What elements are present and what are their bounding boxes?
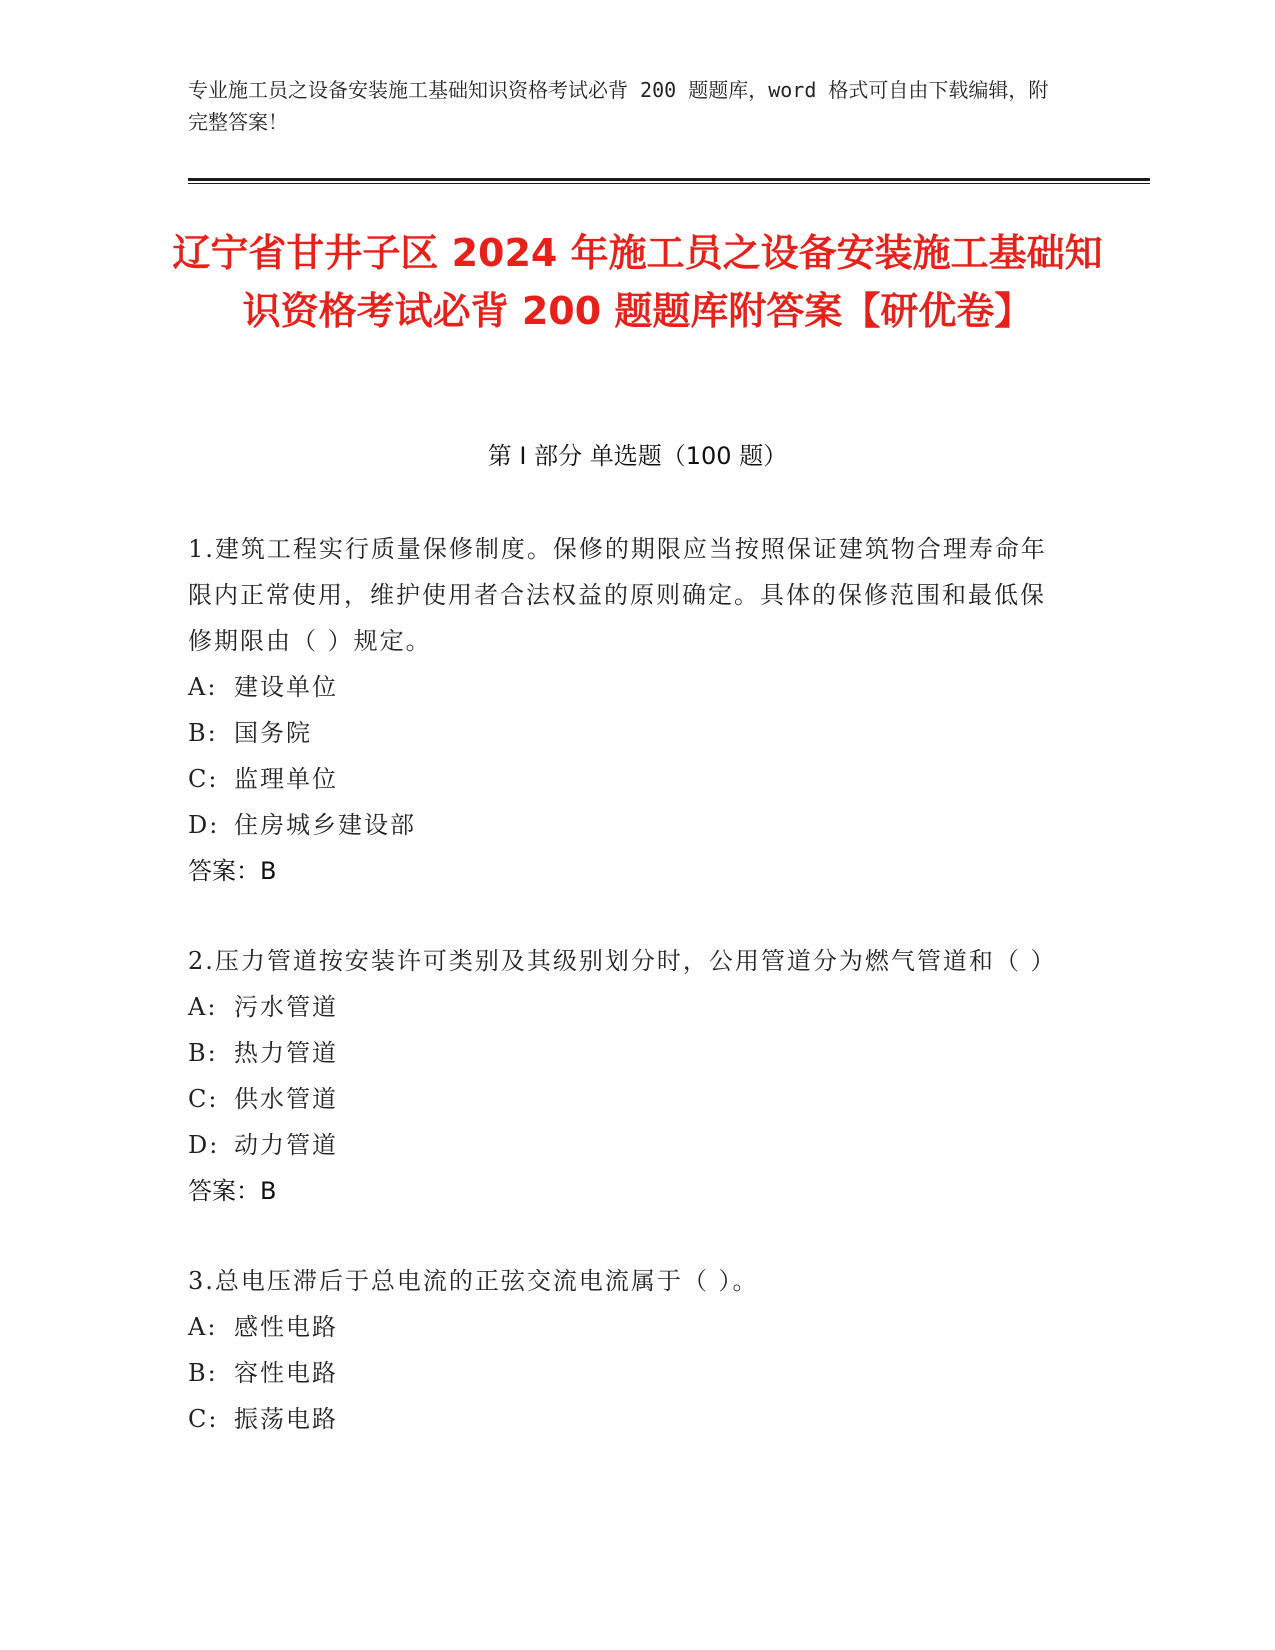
document-title: 辽宁省甘井子区 2024 年施工员之设备安装施工基础知识资格考试必背 200 题题库附答案【研优卷】 [172,231,1103,333]
option-c [188,756,1068,802]
option-key: A: [188,673,218,701]
option-d [188,802,1068,848]
option-text: 热力管道 [234,1039,338,1067]
option-key: B: [188,719,218,747]
option-c [188,1076,1068,1122]
option-key: D: [188,1131,220,1159]
option-text: 建设单位 [234,673,338,701]
option-a [188,664,1068,710]
question-text: 2.压力管道按安装许可类别及其级别划分时，公用管道分为燃气管道和（ ） [188,947,1057,975]
option-a [188,984,1068,1030]
option-text: 振荡电路 [234,1405,338,1433]
header-divider-thin [188,183,1150,184]
option-key: B: [188,1039,218,1067]
question-text: 3.总电压滞后于总电流的正弦交流电流属于（ ）。 [188,1267,759,1295]
option-key: A: [188,1313,218,1341]
question-list [188,526,1068,1486]
answer-line: 答案：B [188,1177,277,1205]
option-text: 感性电路 [234,1313,338,1341]
option-text: 动力管道 [234,1131,338,1159]
section-heading: 第 I 部分 单选题（100 题） [487,442,788,470]
option-c [188,1396,1068,1442]
question-text: 1.建筑工程实行质量保修制度。保修的期限应当按照保证建筑物合理寿命年限内正常使用，维护使用者合法权益的原则确定。具体的保修范围和最低保修期限由（ ）规定。 [188,535,1047,655]
question-3 [188,1258,1068,1442]
option-key: C: [188,765,219,793]
option-key: C: [188,1085,219,1113]
option-b [188,1030,1068,1076]
option-text: 住房城乡建设部 [234,811,416,839]
option-text: 污水管道 [234,993,338,1021]
option-a [188,1304,1068,1350]
option-text: 供水管道 [234,1085,338,1113]
option-d [188,1122,1068,1168]
option-text: 监理单位 [234,765,338,793]
option-key: C: [188,1405,219,1433]
header-note: 专业施工员之设备安装施工基础知识资格考试必背 200 题题库，word 格式可自由下载编辑，附完整答案！ [188,78,1049,134]
question-1 [188,526,1068,894]
option-key: B: [188,1359,218,1387]
option-text: 国务院 [234,719,312,747]
answer-line: 答案：B [188,857,277,885]
option-b [188,1350,1068,1396]
option-key: A: [188,993,218,1021]
option-key: D: [188,811,220,839]
question-2 [188,938,1068,1214]
option-text: 容性电路 [234,1359,338,1387]
option-b [188,710,1068,756]
header-divider [188,178,1150,181]
